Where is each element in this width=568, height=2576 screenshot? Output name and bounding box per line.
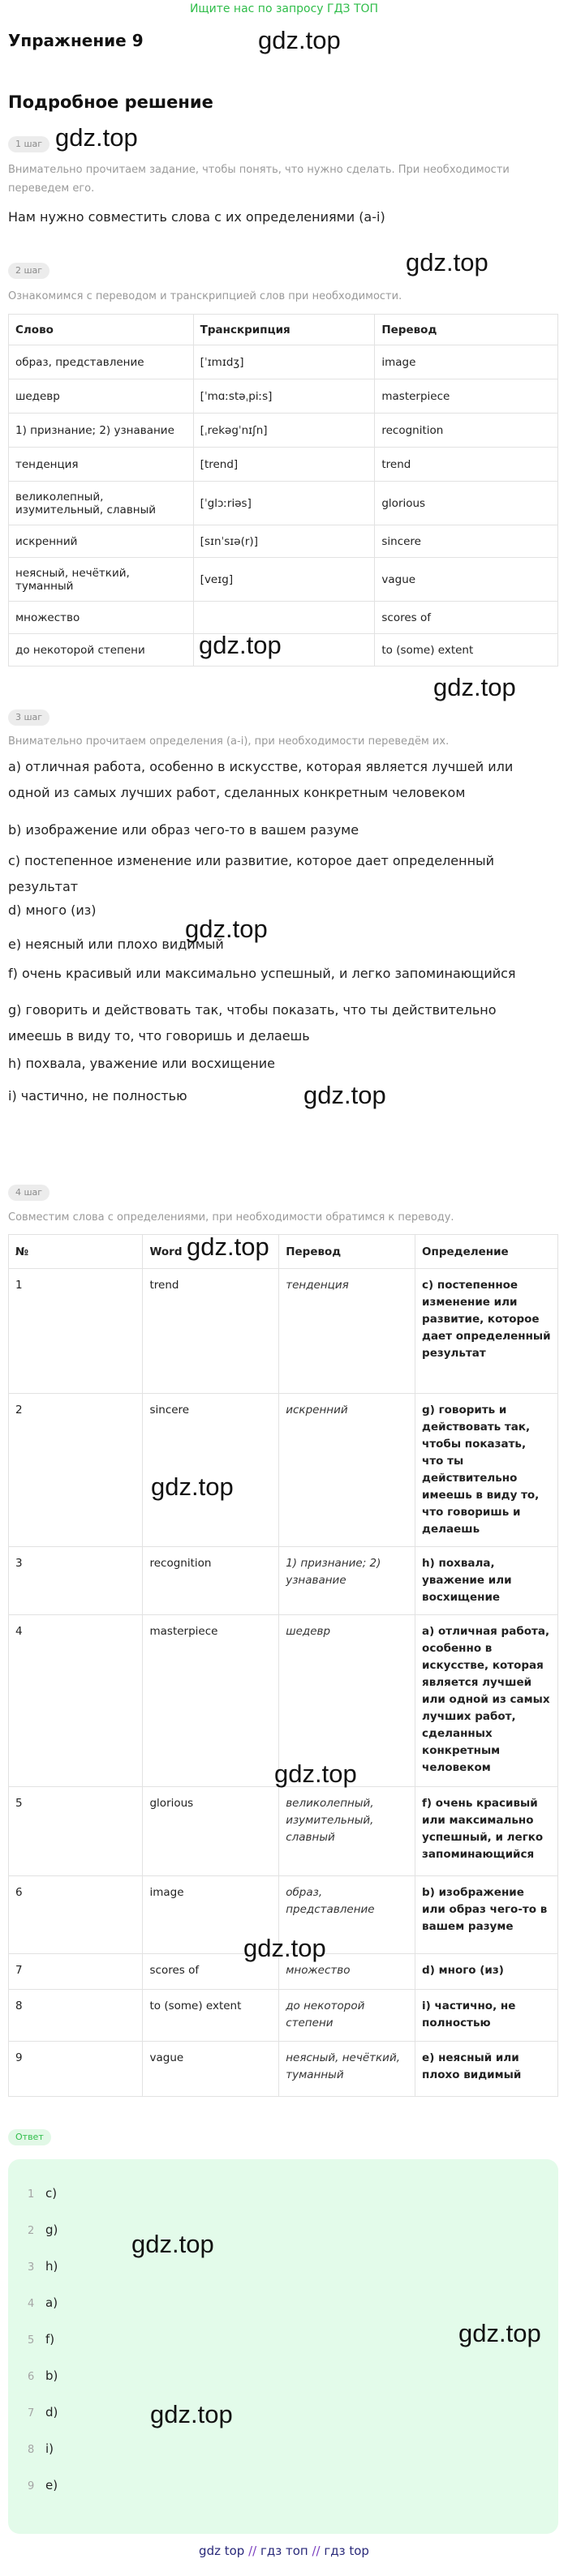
table-cell: vague xyxy=(375,558,558,602)
table-cell: trend xyxy=(143,1269,279,1394)
table-cell: recognition xyxy=(375,414,558,448)
table-cell: [veɪg] xyxy=(193,558,375,602)
column-header: Определение xyxy=(415,1235,558,1269)
table-cell: 1) признание; 2) узнавание xyxy=(279,1547,415,1615)
table-row xyxy=(9,558,558,602)
table-cell: великолепный, изумительный, славный xyxy=(9,482,194,525)
definition-item: a) отличная работа, особенно в искусстве, которая является лучшей или одной из самых лучших работ, сделанных конкретным человеком xyxy=(8,759,514,800)
answer-item xyxy=(28,2478,58,2492)
table-cell: 8 xyxy=(9,1990,143,2042)
table-row xyxy=(9,525,558,558)
answer-number: 9 xyxy=(28,2480,35,2492)
table-cell: 3 xyxy=(9,1547,143,1615)
table-row xyxy=(9,379,558,414)
answer-number: 6 xyxy=(28,2371,35,2383)
table-cell: to (some) extent xyxy=(375,634,558,667)
answer-value: i) xyxy=(45,2441,54,2456)
step-badge: 4 шаг xyxy=(8,1185,49,1201)
answer-item xyxy=(28,2295,58,2310)
footer-links xyxy=(0,2544,568,2558)
table-cell: masterpiece xyxy=(143,1615,279,1787)
table-cell: sincere xyxy=(143,1394,279,1547)
table-header-row xyxy=(9,315,558,345)
watermark: gdz.top xyxy=(433,673,516,701)
definition-item: d) много (из) xyxy=(8,902,97,918)
table-cell: recognition xyxy=(143,1547,279,1615)
table-cell: sincere xyxy=(375,525,558,558)
table-cell: g) говорить и действовать так, чтобы показать, что ты действительно имеешь в виду то, что говоришь и делаешь xyxy=(415,1394,558,1547)
watermark: gdz.top xyxy=(55,123,138,152)
table-row xyxy=(9,482,558,525)
table-row xyxy=(9,414,558,448)
definition-item: i) частично, не полностью xyxy=(8,1088,187,1104)
table-cell: шедевр xyxy=(279,1615,415,1787)
definition-item: c) постепенное изменение или развитие, которое дает определенный результат xyxy=(8,853,495,894)
table-row xyxy=(9,602,558,634)
watermark: gdz.top xyxy=(131,2230,214,2258)
table-row xyxy=(9,634,558,667)
definition-item: b) изображение или образ чего-то в вашем разуме xyxy=(8,822,359,838)
table-cell: trend xyxy=(375,448,558,482)
answer-value: e) xyxy=(45,2478,58,2492)
table-cell: множество xyxy=(9,602,194,634)
column-header: Word xyxy=(143,1235,279,1269)
table-cell: множество xyxy=(279,1954,415,1990)
answer-value: a) xyxy=(45,2295,58,2310)
table-cell: masterpiece xyxy=(375,379,558,414)
step-note: Внимательно прочитаем определения (a-i), при необходимости переведём их. xyxy=(8,735,450,748)
footer-separator: // xyxy=(312,2544,321,2558)
exercise-title: Упражнение 9 xyxy=(8,31,144,50)
table-cell: тенденция xyxy=(9,448,194,482)
table-cell: to (some) extent xyxy=(143,1990,279,2042)
table-cell: scores of xyxy=(143,1954,279,1990)
footer-link[interactable]: гдз топ xyxy=(260,2544,308,2558)
table-cell: искренний xyxy=(9,525,194,558)
table-cell: image xyxy=(375,345,558,379)
step-text: Нам нужно совместить слова с их определениями (a-i) xyxy=(8,209,385,225)
table-cell: [ˈglɔːriəs] xyxy=(193,482,375,525)
table-row xyxy=(9,2042,558,2097)
table-cell: 4 xyxy=(9,1615,143,1787)
column-header: Транскрипция xyxy=(193,315,375,345)
table-cell: неясный, нечёткий, туманный xyxy=(9,558,194,602)
table-cell: 6 xyxy=(9,1876,143,1954)
table-cell: неясный, нечёткий, туманный xyxy=(279,2042,415,2097)
search-banner: Ищите нас по запросу ГДЗ ТОП xyxy=(189,2,379,15)
table-cell: великолепный, изумительный, славный xyxy=(279,1787,415,1876)
table-cell: c) постепенное изменение или развитие, которое дает определенный результат xyxy=(415,1269,558,1394)
watermark: gdz.top xyxy=(406,248,488,276)
table-cell: [trend] xyxy=(193,448,375,482)
table-cell: 1 xyxy=(9,1269,143,1394)
answer-item xyxy=(28,2186,57,2201)
watermark: gdz.top xyxy=(199,631,282,659)
table-cell: i) частично, не полностью xyxy=(415,1990,558,2042)
table-cell: vague xyxy=(143,2042,279,2097)
table-cell: a) отличная работа, особенно в искусстве, которая является лучшей или одной из самых лучших работ, сделанных конкретным человеком xyxy=(415,1615,558,1787)
watermark: gdz.top xyxy=(150,2400,233,2428)
answer-number: 8 xyxy=(28,2444,35,2456)
watermark: gdz.top xyxy=(185,915,268,943)
answer-value: d) xyxy=(45,2405,58,2420)
table-cell: до некоторой степени xyxy=(9,634,194,667)
table-cell: образ, представление xyxy=(9,345,194,379)
table-cell: [ˌrekəgˈnɪʃn] xyxy=(193,414,375,448)
watermark: gdz.top xyxy=(303,1081,386,1109)
answer-number: 7 xyxy=(28,2407,35,2420)
footer-link[interactable]: гдз top xyxy=(324,2544,369,2558)
column-header: Слово xyxy=(9,315,194,345)
answer-value: c) xyxy=(45,2186,58,2201)
answer-number: 2 xyxy=(28,2225,35,2237)
watermark: gdz.top xyxy=(274,1759,357,1788)
table-cell: e) неясный или плохо видимый xyxy=(415,2042,558,2097)
table-cell: образ, представление xyxy=(279,1876,415,1954)
answer-item xyxy=(28,2441,54,2456)
step-badge: 2 шаг xyxy=(8,263,49,279)
definition-item: f) очень красивый или максимально успешный, и легко запоминающийся xyxy=(8,966,516,981)
answer-item xyxy=(28,2368,58,2383)
answer-number: 5 xyxy=(28,2334,35,2347)
step-badge: 3 шаг xyxy=(8,709,49,726)
table-row xyxy=(9,1990,558,2042)
footer-link[interactable]: gdz top xyxy=(199,2544,245,2558)
table-row xyxy=(9,1547,558,1615)
table-cell: image xyxy=(143,1876,279,1954)
vocabulary-table xyxy=(8,314,558,667)
watermark: gdz.top xyxy=(258,26,341,54)
table-cell: glorious xyxy=(143,1787,279,1876)
table-cell: [ˈmɑːstəˌpiːs] xyxy=(193,379,375,414)
watermark: gdz.top xyxy=(187,1232,269,1261)
step-note: Совместим слова с определениями, при необходимости обратимся к переводу. xyxy=(8,1211,454,1224)
table-cell xyxy=(193,602,375,634)
answer-number: 4 xyxy=(28,2298,35,2310)
table-cell: f) очень красивый или максимально успешный, и легко запоминающийся xyxy=(415,1787,558,1876)
definition-item: e) неясный или плохо видимый xyxy=(8,937,224,952)
watermark: gdz.top xyxy=(458,2319,541,2347)
table-cell: тенденция xyxy=(279,1269,415,1394)
watermark: gdz.top xyxy=(151,1472,234,1501)
table-cell: scores of xyxy=(375,602,558,634)
table-cell: h) похвала, уважение или восхищение xyxy=(415,1547,558,1615)
table-cell: 9 xyxy=(9,2042,143,2097)
matching-table xyxy=(8,1234,558,2097)
answer-value: f) xyxy=(45,2332,55,2347)
step-note: Ознакомимся с переводом и транскрипцией слов при необходимости. xyxy=(8,290,402,302)
answer-value: h) xyxy=(45,2259,58,2274)
answer-number: 1 xyxy=(28,2188,35,2201)
table-cell: d) много (из) xyxy=(415,1954,558,1990)
table-row xyxy=(9,1269,558,1394)
table-cell: 5 xyxy=(9,1787,143,1876)
answer-value: g) xyxy=(45,2222,58,2237)
column-header: Перевод xyxy=(375,315,558,345)
table-cell: 1) признание; 2) узнавание xyxy=(9,414,194,448)
table-header-row xyxy=(9,1235,558,1269)
column-header: Перевод xyxy=(279,1235,415,1269)
answer-item xyxy=(28,2222,58,2237)
definition-item: g) говорить и действовать так, чтобы показать, что ты действительно имеешь в виду то, что говоришь и делаешь xyxy=(8,1002,497,1044)
answer-number: 3 xyxy=(28,2261,35,2274)
table-row xyxy=(9,448,558,482)
table-cell: [sɪnˈsɪə(r)] xyxy=(193,525,375,558)
table-cell: шедевр xyxy=(9,379,194,414)
footer-separator: // xyxy=(248,2544,257,2558)
answer-badge: Ответ xyxy=(8,2129,51,2145)
table-cell: искренний xyxy=(279,1394,415,1547)
column-header: № xyxy=(9,1235,143,1269)
table-cell: b) изображение или образ чего-то в вашем разуме xyxy=(415,1876,558,1954)
table-row xyxy=(9,1787,558,1876)
table-cell: 2 xyxy=(9,1394,143,1547)
table-cell: [ˈɪmɪdʒ] xyxy=(193,345,375,379)
table-cell: 7 xyxy=(9,1954,143,1990)
table-cell: glorious xyxy=(375,482,558,525)
solution-title: Подробное решение xyxy=(8,92,213,112)
answer-item xyxy=(28,2259,58,2274)
table-row xyxy=(9,1394,558,1547)
answer-item xyxy=(28,2332,54,2347)
answer-item xyxy=(28,2405,58,2420)
answer-value: b) xyxy=(45,2368,58,2383)
table-row xyxy=(9,345,558,379)
definition-item: h) похвала, уважение или восхищение xyxy=(8,1056,275,1071)
watermark: gdz.top xyxy=(243,1934,326,1962)
table-cell: до некоторой степени xyxy=(279,1990,415,2042)
step-note: Внимательно прочитаем задание, чтобы понять, что нужно сделать. При необходимости переведем его. xyxy=(8,164,510,195)
step-badge: 1 шаг xyxy=(8,136,49,152)
